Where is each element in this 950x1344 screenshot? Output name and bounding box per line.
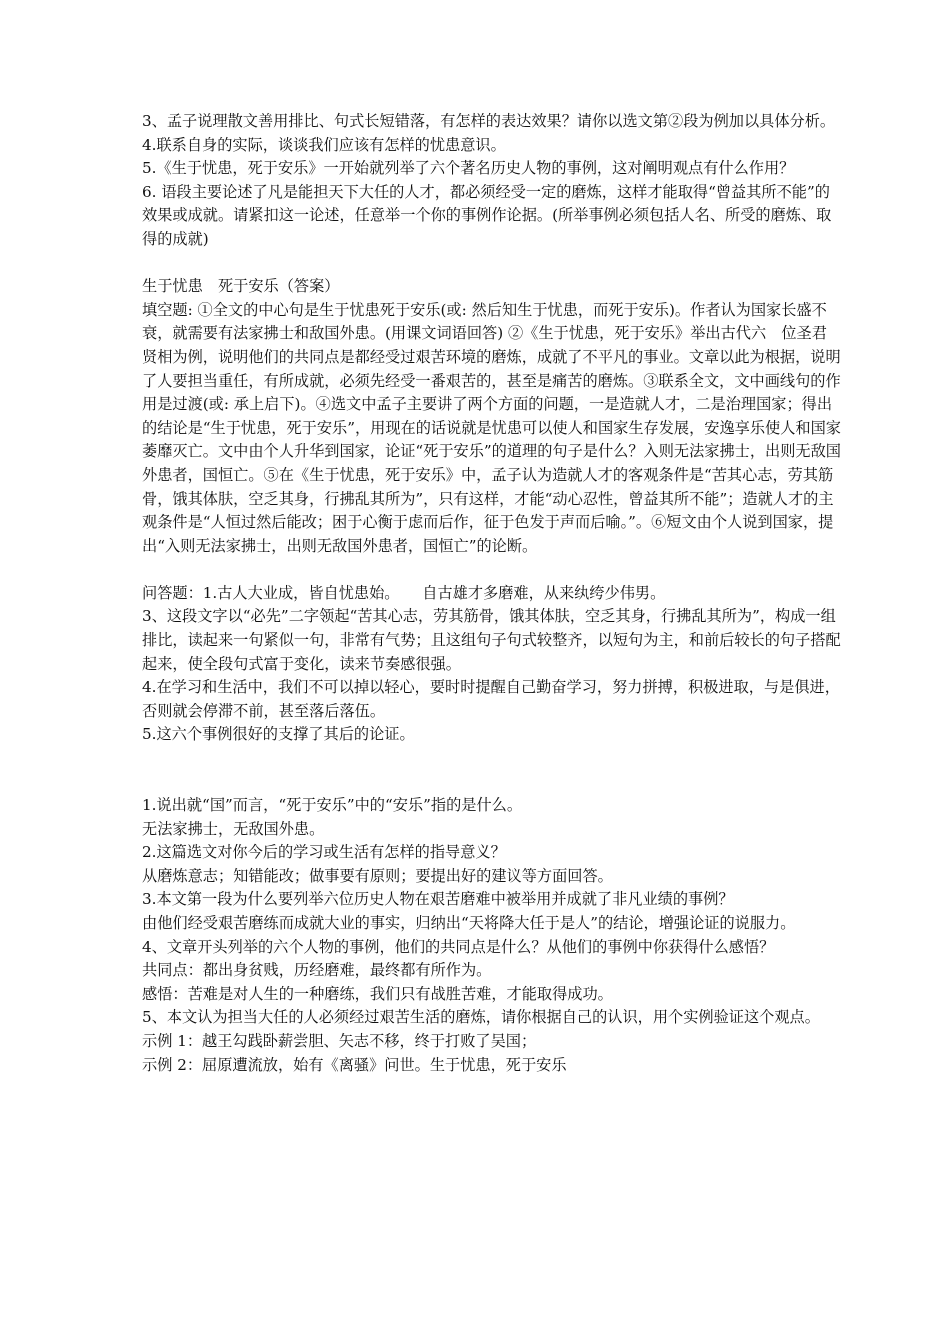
extra-answer-4-common: 共同点：都出身贫贱，历经磨难，最终都有所作为。 <box>142 961 492 980</box>
qa-answer-1: 问答题：1.古人大业成，皆自忧患始。 自古雄才多磨难，从来纨绔少伟男。 <box>142 583 666 602</box>
answer-title: 生于忧患 死于安乐（答案） <box>142 277 340 296</box>
question-3: 3、孟子说理散文善用排比、句式长短错落，有怎样的表达效果？请你以选文第②段为例加以具体分析。 <box>142 112 836 130</box>
question-4: 4.联系自身的实际，谈谈我们应该有怎样的忧患意识。 <box>142 135 506 154</box>
blank-lines <box>142 747 842 794</box>
extra-question-3: 3.本文第一段为什么要列举六位历史人物在艰苦磨难中被举用并成就了非凡业绩的事例？ <box>142 890 734 909</box>
extra-answer-4-insight: 感悟：苦难是对人生的一种磨练，我们只有战胜苦难，才能取得成功。 <box>142 984 613 1003</box>
blank-line <box>142 558 842 582</box>
extra-example-1: 示例 1：越王勾践卧薪尝胆、矢志不移，终于打败了吴国； <box>142 1031 537 1050</box>
question-6: 6. 语段主要论述了凡是能担天下大任的人才，都必须经受一定的磨炼，这样才能取得“曾益其所不能”的效果或成就。请紧扣这一论述，任意举一个你的事例作论据。(所举事例必须包括人名、所受的磨炼、取得的成就) <box>142 182 832 248</box>
qa-answer-4: 4.在学习和生活中，我们不可以掉以轻心，要时时提醒自己勤奋学习，努力拼搏，积极进取，与是俱进，否则就会停滞不前，甚至落后落伍。 <box>142 678 840 720</box>
extra-example-2: 示例 2：屈原遭流放，始有《离骚》问世。生于忧患，死于安乐 <box>142 1055 567 1074</box>
extra-question-1: 1.说出就“国”而言，“死于安乐”中的“安乐”指的是什么。 <box>142 796 523 815</box>
extra-answer-2: 从磨炼意志；知错能改；做事要有原则；要提出好的建议等方面回答。 <box>142 866 613 885</box>
extra-answer-1: 无法家拂士，无敌国外患。 <box>142 819 325 838</box>
question-5: 5.《生于忧患，死于安乐》一开始就列举了六个著名历史人物的事例，这对阐明观点有什么作用？ <box>142 159 795 178</box>
fill-blank-answers: 填空题: ①全文的中心句是生于忧患死于安乐(或: 然后知生于忧患，而死于安乐)。作者认为国家长盛不衰，就需要有法家拂士和敌国外患。(用课文词语回答) ②《生于忧患，死于安乐》举出古代六 位圣君贤相为例，说明他们的共同点是都经受过艰苦环境的磨炼，成就了不平凡的事业。文章以此为根据，说明了人要担当重任，有所成就，必须先经受一番艰苦的，甚至是痛苦的磨炼。③联系全文，文中画线句的作用是过渡(或: 承上启下)。④选文中孟子主要讲了两个方面的问题，一是造就人才，二是治理国家；得出的结论是“生于忧患，死于安乐”，用现在的话说就是忧患可以使人和国家生存发展，安逸享乐使人和国家萎靡灭亡。文中由个人升华到国家，论证“死于安乐”的道理的句子是什么？入则无法家拂士，出则无敌国外患者，国恒亡。⑤在《生于忧患，死于安乐》中，孟子认为造就人才的客观条件是“苦其心志，劳其筋骨，饿其体肤，空乏其身，行拂乱其所为”，只有这样，才能“动心忍性，曾益其所不能”；造就人才的主观条件是“人恒过然后能改；困于心衡于虑而后作，征于色发于声而后喻。”。⑥短文由个人说到国家，提出“入则无法家拂士，出则无敌国外患者，国恒亡”的论断。 <box>142 300 841 555</box>
extra-question-4: 4、文章开头列举的六个人物的事例，他们的共同点是什么？从他们的事例中你获得什么感悟？ <box>142 937 775 956</box>
qa-answer-3: 3、这段文字以“必先”二字领起“苦其心志，劳其筋骨，饿其体肤，空乏其身，行拂乱其所为”，构成一组排比，读起来一句紧似一句，非常有气势；且这组句子句式较整齐，以短句为主，和前后较长的句子搭配起来，使全段句式富于变化，读来节奏感很强。 <box>142 607 841 673</box>
blank-line <box>142 252 842 276</box>
qa-answer-5: 5.这六个事例很好的支撑了其后的论证。 <box>142 725 415 744</box>
extra-answer-3: 由他们经受艰苦磨练而成就大业的事实，归纳出“天将降大任于是人”的结论，增强论证的说服力。 <box>142 914 796 932</box>
extra-question-5: 5、本文认为担当大任的人必须经过艰苦生活的磨炼，请你根据自己的认识，用个实例验证这个观点。 <box>142 1008 820 1027</box>
extra-question-2: 2.这篇选文对你今后的学习或生活有怎样的指导意义？ <box>142 843 506 862</box>
document-page <box>142 110 842 1077</box>
